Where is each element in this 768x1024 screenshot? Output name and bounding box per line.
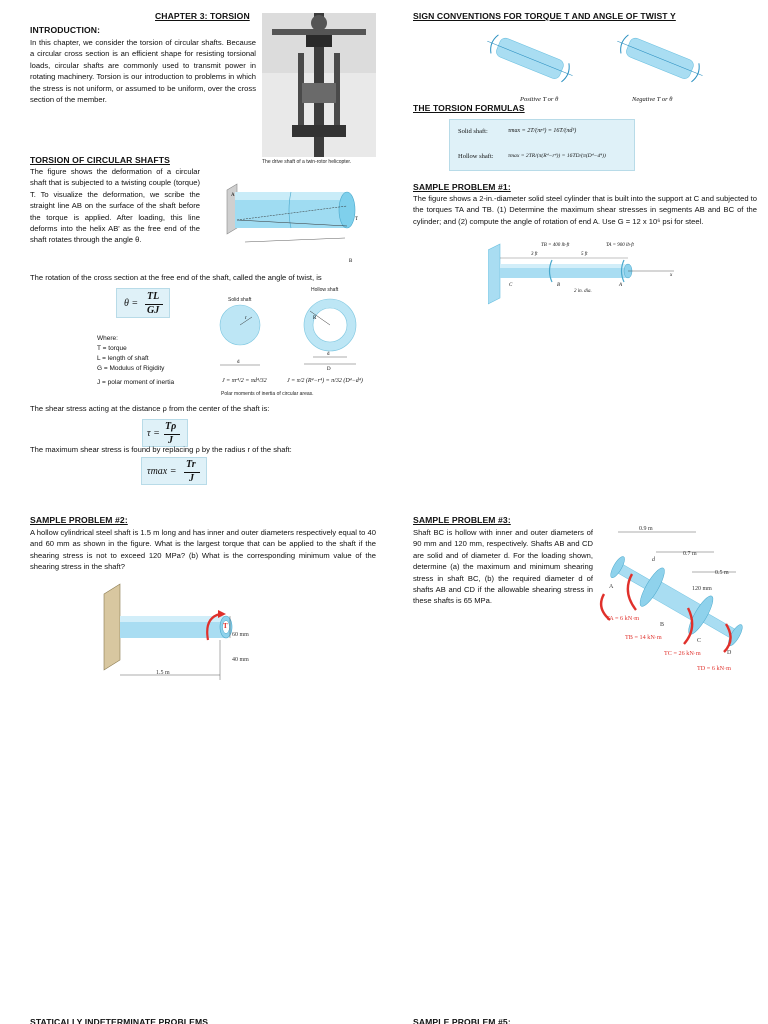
polar-moment-figure	[215, 295, 385, 380]
inner-diameter-label: 40 mm	[232, 657, 249, 663]
solid-shaft-formula: τmax = 2T/(πr³) = 16T/(πd³)	[508, 128, 577, 134]
svg-text:B: B	[349, 259, 353, 264]
svg-text:A: A	[231, 193, 235, 198]
torsion-heading: TORSION OF CIRCULAR SHAFTS	[30, 155, 170, 165]
torsion-formulas-box	[449, 119, 635, 171]
sign-conventions-heading: SIGN CONVENTIONS FOR TORQUE T AND ANGLE OF TWIST Y	[413, 11, 676, 21]
sample-problem-2-text: A hollow cylindrical steel shaft is 1.5 m long and has inner and outer diameters respectively equal to 40 and 60 mm as shown in the figure. What is the largest torque that can be applied to the shaft if the shearing stress is not to exceed 120 MPa? (b) What is the corresponding minimum value of the shearing stress in the shaft?	[30, 528, 376, 572]
torque-c-label: TC = 26 kN·m	[664, 650, 701, 657]
shear-stress-paragraph: The shear stress acting at the distance ρ from the center of the shaft is:	[30, 404, 270, 413]
rotation-paragraph: The rotation of the cross section at the free end of the shaft, called the angle of twist, is	[30, 273, 322, 282]
torsion-formulas-heading: THE TORSION FORMULAS	[413, 103, 525, 113]
point-b-label: B	[660, 622, 665, 628]
torque-a-label: TA = 6 kN·m	[606, 615, 640, 622]
point-a-label: A	[619, 283, 623, 288]
point-c-label: C	[509, 283, 513, 288]
svg-text:D: D	[327, 367, 331, 372]
sample-problem-2-figure	[100, 580, 285, 690]
hollow-shaft-formula-label: Hollow shaft:	[458, 153, 494, 160]
sample-problem-3-text: Shaft BC is hollow with inner and outer diameters of 90 mm and 120 mm, respectively. Shafts AB and CD are solid and of diameter d. For the loading shown, determine (a) the maximum and minimum shearing stress in shaft BC, (b) the required diameter d of shafts AB and CD if the allowable shearing stress in these shafts is 65 MPa.	[413, 528, 593, 606]
torque-a-label: TA = 900 lb·ft	[606, 243, 634, 248]
length-ab-label: 0.9 m	[639, 526, 653, 532]
length-bc-label: 0.7 m	[683, 551, 697, 557]
sample-problem-1-text: The figure shows a 2-in.-diameter solid steel cylinder that is built into the support at C and subjected to the torques TA and TB. (1) Determine the maximum shear stresses in segments AB and BC of the cylinder; and (2) compute the angle of rotation of end A. Use G = 12 x 10⁶ psi for steel.	[413, 194, 758, 226]
point-c-label: C	[697, 638, 702, 644]
torque-label: T	[223, 622, 228, 630]
sign-convention-figure	[484, 24, 714, 101]
torque-b-label: TB = 14 kN·m	[625, 634, 662, 641]
torque-b-label: TB = 400 lb·ft	[541, 243, 570, 248]
positive-sign-label: Positive T or θ	[520, 96, 559, 103]
sample-problem-1-figure	[488, 240, 678, 310]
sample-problem-1-heading: SAMPLE PROBLEM #1:	[413, 182, 511, 192]
point-b-label: B	[557, 283, 561, 288]
torque-d-label: TD = 6 kN·m	[697, 665, 731, 672]
photo-caption: The drive shaft of a twin-rotor helicopter.	[262, 159, 352, 165]
hollow-polar-moment: J = π/2 (R⁴−r⁴) = π/32 (D⁴−d⁴)	[287, 378, 363, 384]
solid-polar-moment: J = πr⁴/2 = πd⁴/32	[222, 378, 267, 384]
outer-diameter-label: 60 mm	[232, 632, 249, 638]
max-shear-paragraph: The maximum shear stress is found by replacing ρ by the radius r of the shaft:	[30, 445, 292, 454]
length-ab-label: 5 ft	[581, 252, 588, 257]
statically-indeterminate-heading: STATICALLY INDETERMINATE PROBLEMS	[30, 1017, 209, 1024]
sample-problem-3-figure	[596, 522, 766, 682]
solid-shaft-formula-label: Solid shaft:	[458, 128, 488, 135]
length-cd-label: 0.5 m	[715, 570, 729, 576]
hollow-shaft-label: Hollow shaft	[311, 287, 339, 293]
where-item: G = Modulus of Rigidity	[97, 365, 165, 372]
solid-shaft-label: Solid shaft	[228, 297, 252, 303]
helicopter-drive-shaft-photo	[262, 13, 376, 157]
svg-text:T: T	[355, 217, 359, 222]
sample-problem-2-heading: SAMPLE PROBLEM #2:	[30, 515, 128, 525]
point-d-label: D	[727, 650, 732, 656]
intro-heading: INTRODUCTION:	[30, 25, 101, 35]
where-item: L = length of shaft	[97, 355, 149, 362]
negative-sign-label: Negative T or θ	[632, 96, 673, 103]
diameter-d-label: d	[652, 557, 655, 563]
where-item: J = polar moment of inertia	[97, 379, 175, 386]
twist-formula: θ = TL GJ	[116, 288, 170, 318]
where-label: Where:	[97, 335, 118, 342]
sample-problem-3-heading: SAMPLE PROBLEM #3:	[413, 515, 511, 525]
length-bc-label: 3 ft	[531, 252, 538, 257]
svg-text:d: d	[327, 352, 330, 357]
svg-text:d: d	[237, 360, 240, 365]
where-item: T = torque	[97, 345, 127, 352]
shaft-deformation-figure	[205, 180, 375, 277]
outer-diameter-label: 120 mm	[692, 586, 712, 592]
hollow-shaft-formula: τmax = 2TR/(π(R⁴−r⁴)) = 16TD/(π(D⁴−d⁴))	[508, 153, 606, 159]
svg-text:r: r	[245, 316, 247, 321]
sample-problem-5-heading: SAMPLE PROBLEM #5:	[413, 1017, 511, 1024]
max-shear-formula: τmax = Tr J	[141, 457, 207, 485]
torsion-paragraph: The figure shows the deformation of a circular shaft that is subjected to a twisting couple (torque) T. To visualize the deformation, we scribe the straight line AB on the surface of the shaft before the torque is applied. After loading, this line deforms into the helix AB' as the free end of the shaft rotates through the angle θ.	[30, 167, 200, 245]
intro-paragraph: In this chapter, we consider the torsion of circular shafts. Because a circular cross section is an efficient shape for resisting torsional loads, circular shafts are commonly used to transmit power in rotating machinery. Torsion is our introduction to problems in which the stress is not uniform, or assumed to be uniform, over the cross section of the member.	[30, 38, 256, 105]
shaft-length-label: 1.5 m	[156, 670, 170, 676]
polar-caption: Polar moments of inertia of circular areas.	[221, 391, 314, 397]
point-a-label: A	[609, 584, 614, 590]
svg-text:x: x	[670, 273, 673, 278]
shear-formula: τ = Tρ J	[142, 419, 188, 447]
diameter-label: 2 in. dia.	[574, 289, 592, 294]
svg-text:R: R	[313, 316, 317, 321]
chapter-title: CHAPTER 3: TORSION	[155, 11, 250, 21]
